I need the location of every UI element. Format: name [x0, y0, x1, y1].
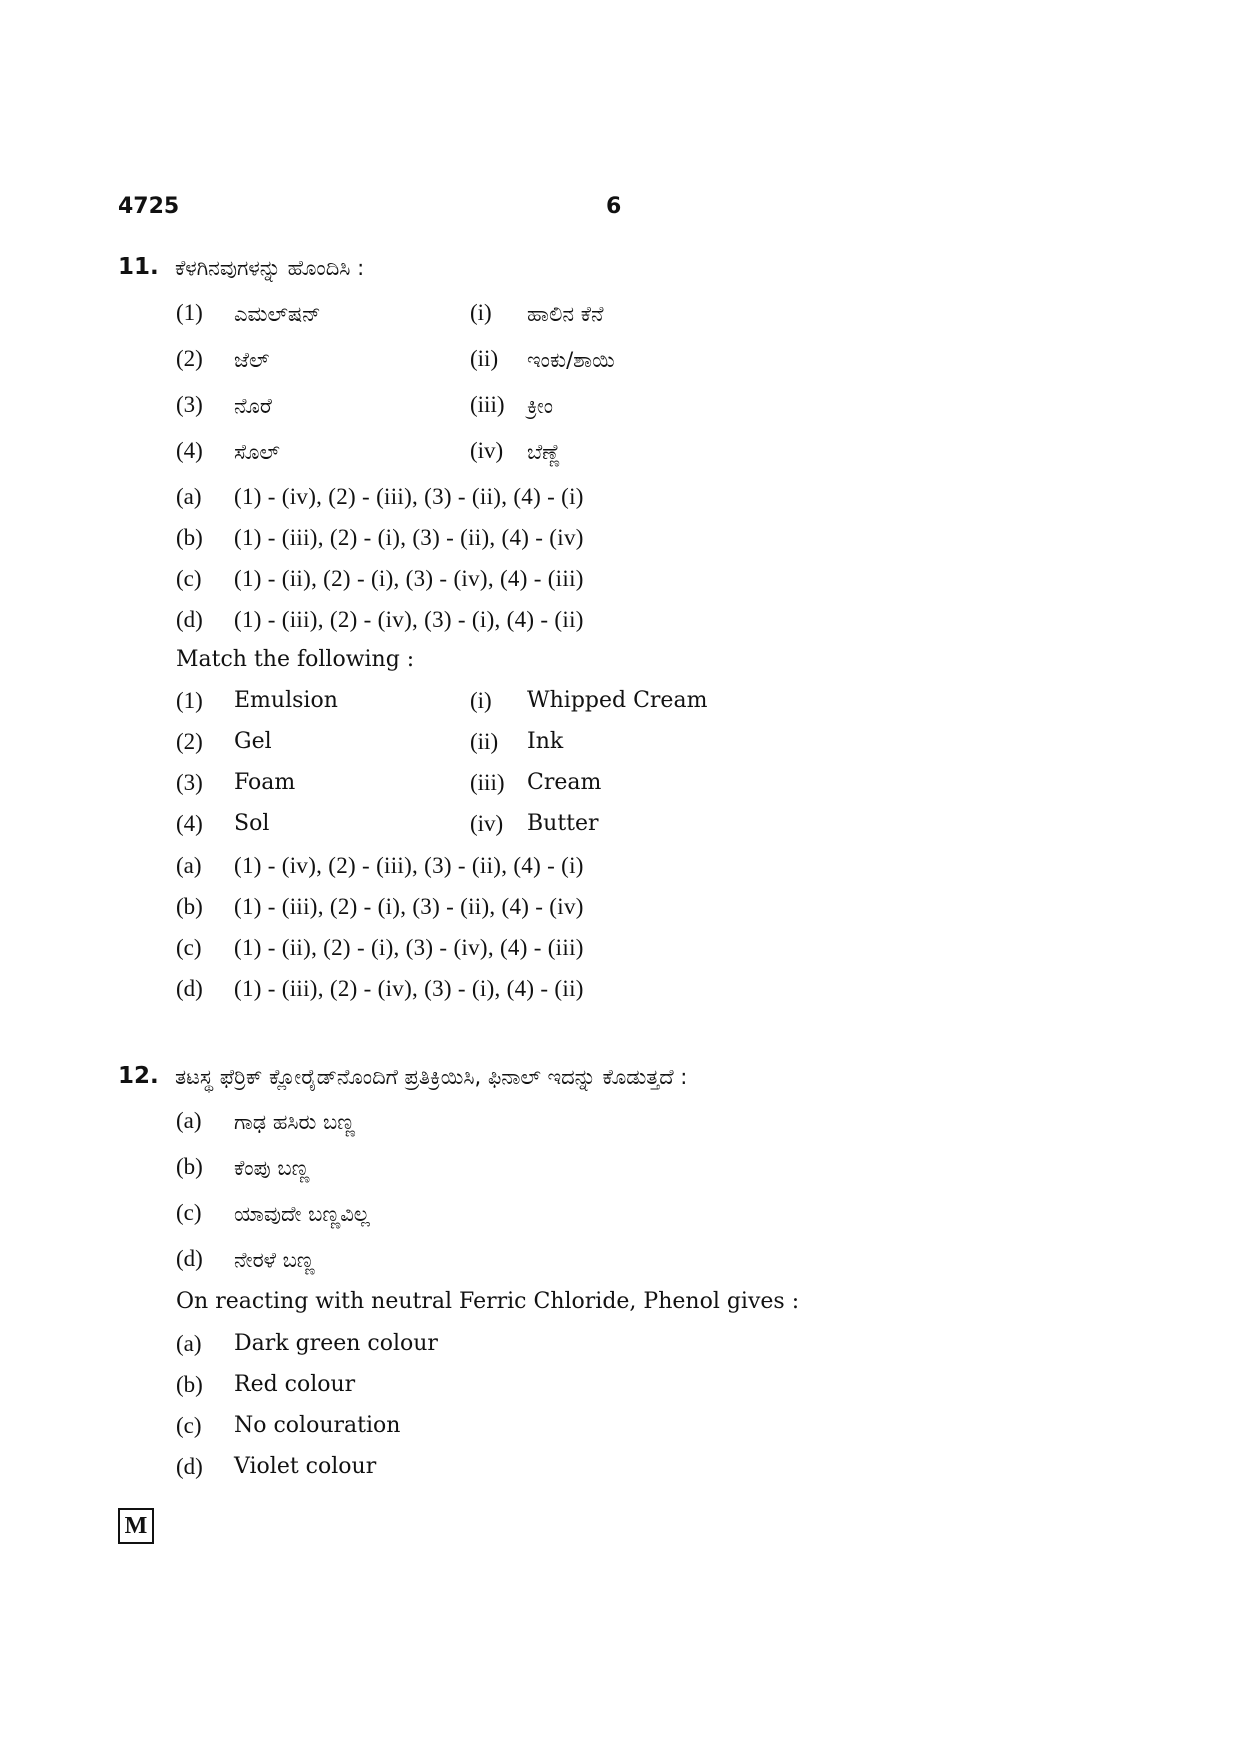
- option-text: No colouration: [234, 1413, 401, 1438]
- option-label: (b): [176, 1154, 203, 1179]
- question-11-number: 11.: [118, 254, 159, 280]
- option-text: ಯಾವುದೇ ಬಣ್ಣವಿಲ್ಲ: [234, 1202, 370, 1226]
- pair-right-label: (ii): [470, 729, 499, 754]
- pair-left-text: Sol: [234, 811, 270, 836]
- option-text: (1) - (ii), (2) - (i), (3) - (iv), (4) - (iii): [234, 935, 584, 960]
- option-text: Dark green colour: [234, 1331, 438, 1356]
- pair-right-text: Whipped Cream: [527, 688, 708, 713]
- pair-left-label: (4): [176, 811, 203, 836]
- pair-right-label: (iii): [470, 392, 505, 417]
- pair-left-label: (2): [176, 729, 203, 754]
- option-label: (a): [176, 853, 202, 878]
- pair-right-label: (iv): [470, 438, 504, 463]
- pair-left-label: (1): [176, 688, 203, 713]
- pair-right-text: Cream: [527, 770, 602, 795]
- option-label: (b): [176, 1372, 203, 1397]
- question-11-english-prompt: Match the following :: [176, 647, 415, 672]
- pair-right-label: (iii): [470, 770, 505, 795]
- option-label: (b): [176, 525, 203, 550]
- pair-right-text: ಹಾಲಿನ ಕೆನೆ: [527, 302, 604, 326]
- option-label: (a): [176, 484, 202, 509]
- question-12-english-prompt: On reacting with neutral Ferric Chloride, Phenol gives :: [176, 1289, 800, 1314]
- option-text: (1) - (iii), (2) - (iv), (3) - (i), (4) - (ii): [234, 976, 584, 1001]
- pair-right-label: (ii): [470, 346, 499, 371]
- pair-right-text: Butter: [527, 811, 599, 836]
- option-text: Violet colour: [234, 1454, 377, 1479]
- option-label: (d): [176, 1454, 203, 1479]
- pair-right-label: (i): [470, 688, 492, 713]
- option-label: (c): [176, 935, 202, 960]
- option-label: (a): [176, 1331, 202, 1356]
- pair-left-label: (4): [176, 438, 203, 463]
- option-label: (d): [176, 1246, 203, 1271]
- option-text: Red colour: [234, 1372, 356, 1397]
- pair-left-label: (2): [176, 346, 203, 371]
- pair-left-text: Gel: [234, 729, 272, 754]
- option-label: (a): [176, 1108, 202, 1133]
- option-label: (b): [176, 894, 203, 919]
- option-label: (c): [176, 1413, 202, 1438]
- pair-right-text: ಬೆಣ್ಣೆ: [527, 440, 561, 464]
- option-text: (1) - (iii), (2) - (iv), (3) - (i), (4) - (ii): [234, 607, 584, 632]
- pair-right-text: ಇಂಕು/ಶಾಯಿ: [527, 348, 615, 372]
- question-11-kannada-prompt: ಕೆಳಗಿನವುಗಳನ್ನು ಹೊಂದಿಸಿ :: [175, 256, 365, 280]
- pair-left-text: ಸೊಲ್: [234, 440, 280, 464]
- pair-left-label: (3): [176, 770, 203, 795]
- pair-right-label: (iv): [470, 811, 504, 836]
- option-text: (1) - (iv), (2) - (iii), (3) - (ii), (4) - (i): [234, 853, 584, 878]
- pair-left-text: ಎಮಲ್‌ಷನ್: [234, 302, 321, 326]
- option-text: ಗಾಢ ಹಸಿರು ಬಣ್ಣ: [234, 1110, 356, 1134]
- pair-right-label: (i): [470, 300, 492, 325]
- option-label: (c): [176, 566, 202, 591]
- option-label: (d): [176, 976, 203, 1001]
- footer-m-mark: M: [118, 1508, 154, 1544]
- paper-code: 4725: [118, 194, 180, 219]
- pair-left-text: ಜೆಲ್: [234, 348, 270, 372]
- question-12-kannada-prompt: ತಟಸ್ಥ ಫೆರ್ರಿಕ್ ಕ್ಲೋರೈಡ್‌ನೊಂದಿಗೆ ಪ್ರತಿಕ್ರಿಯಿಸಿ, ಫಿನಾಲ್ ಇದನ್ನು ಕೊಡುತ್ತದೆ :: [175, 1065, 688, 1089]
- option-text: (1) - (ii), (2) - (i), (3) - (iv), (4) - (iii): [234, 566, 584, 591]
- option-text: (1) - (iii), (2) - (i), (3) - (ii), (4) - (iv): [234, 525, 584, 550]
- option-label: (c): [176, 1200, 202, 1225]
- option-text: ನೇರಳೆ ಬಣ್ಣ: [234, 1248, 315, 1272]
- pair-left-text: ನೊರೆ: [234, 394, 272, 418]
- pair-right-text: Ink: [527, 729, 564, 754]
- pair-left-label: (1): [176, 300, 203, 325]
- question-12-number: 12.: [118, 1063, 159, 1089]
- option-text: (1) - (iii), (2) - (i), (3) - (ii), (4) - (iv): [234, 894, 584, 919]
- pair-left-text: Emulsion: [234, 688, 338, 713]
- option-label: (d): [176, 607, 203, 632]
- pair-right-text: ಕ್ರೀಂ: [527, 394, 554, 418]
- pair-left-label: (3): [176, 392, 203, 417]
- pair-left-text: Foam: [234, 770, 296, 795]
- option-text: ಕೆಂಪು ಬಣ್ಣ: [234, 1156, 310, 1180]
- option-text: (1) - (iv), (2) - (iii), (3) - (ii), (4) - (i): [234, 484, 584, 509]
- page-number: 6: [606, 194, 622, 219]
